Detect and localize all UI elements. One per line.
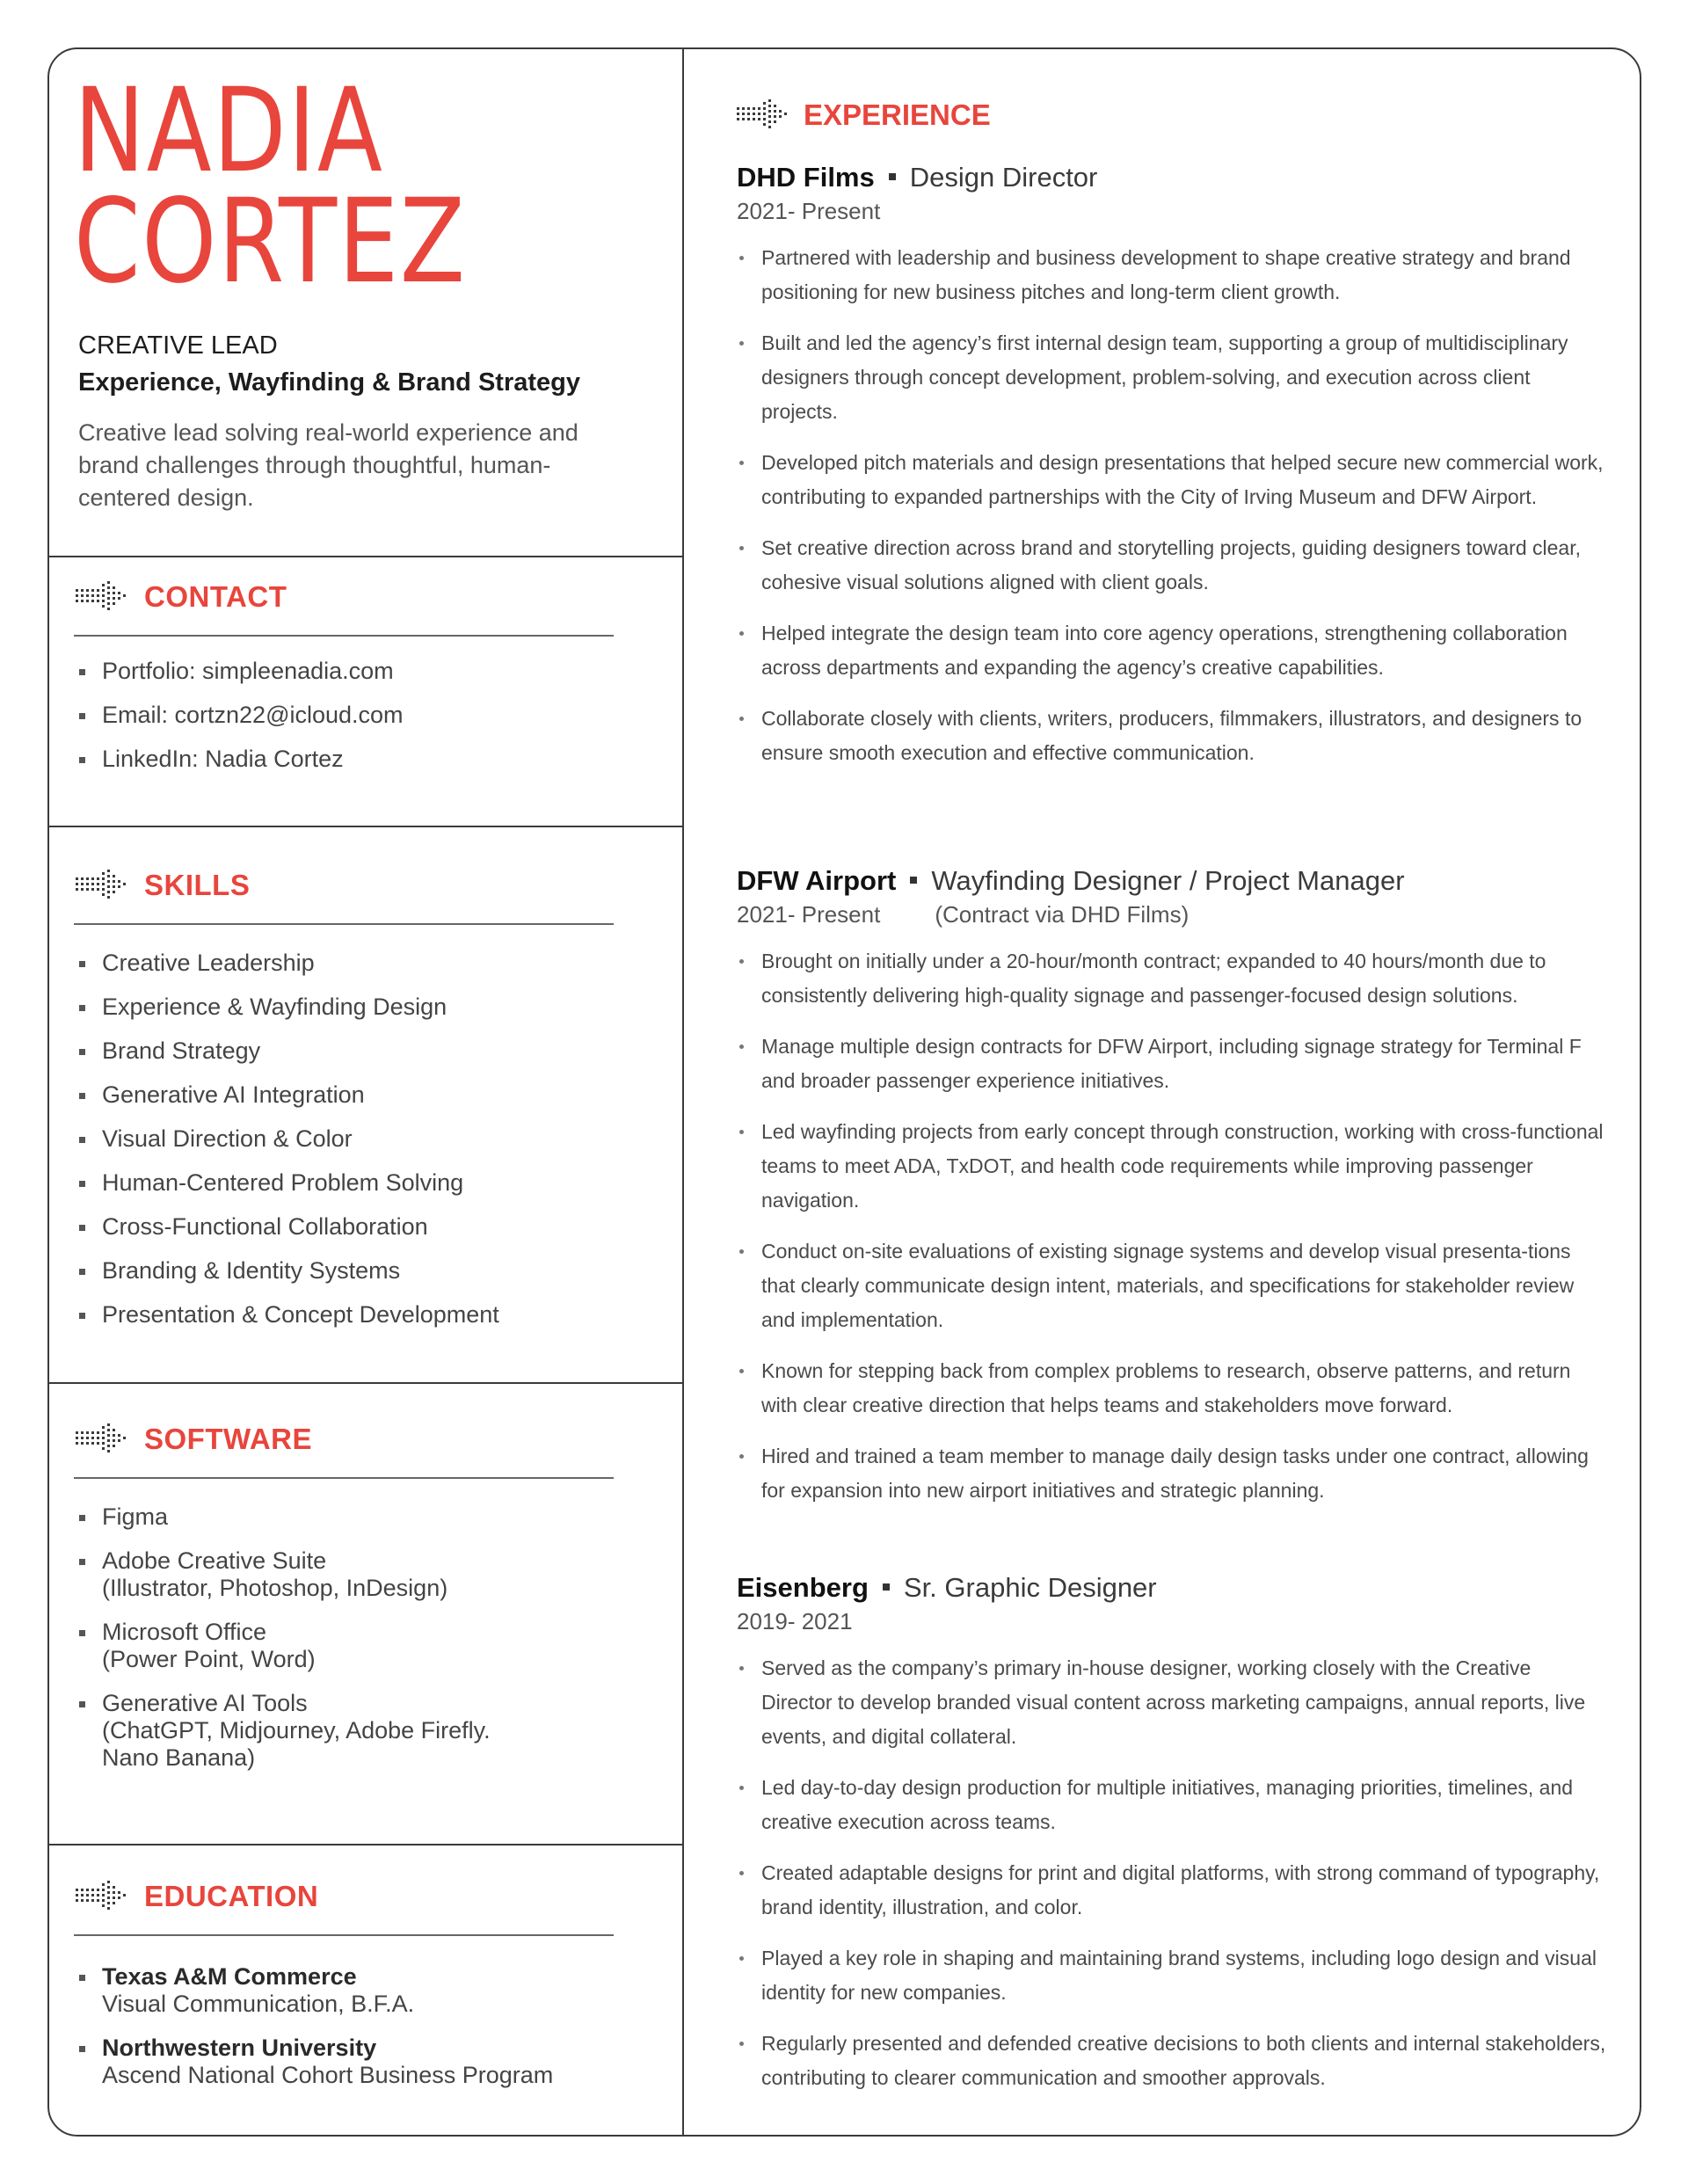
education-heading [76, 1880, 318, 1913]
software-item [77, 1619, 535, 1673]
last-name: CORTEZ [74, 174, 467, 309]
column-divider [682, 49, 684, 2135]
job-title-line [737, 160, 1607, 195]
position-name: Sr. Graphic Designer [903, 1572, 1157, 1603]
skill-item: Human-Centered Problem Solving [77, 1169, 640, 1197]
dot-arrow-icon [76, 1881, 128, 1912]
software-detail: (ChatGPT, Midjourney, Adobe Firefly. Nano Banana) [102, 1717, 491, 1771]
skill-item: Cross-Functional Collaboration [77, 1213, 640, 1241]
summary: Creative lead solving real-world experience and brand challenges through thoughtful, human-centered design. [78, 419, 578, 511]
education-list [77, 1963, 640, 2089]
software-list [77, 1503, 535, 1772]
job-bullets [737, 241, 1607, 770]
software-name: Microsoft Office [102, 1619, 267, 1645]
skill-item: Creative Leadership [77, 950, 640, 977]
skill-item: Presentation & Concept Development [77, 1301, 640, 1329]
job-dates: 2019- 2021 [737, 1608, 853, 1634]
divider-contact [49, 826, 684, 827]
job-bullet: Regularly presented and defended creative decisions to both clients and internal stakeholders, contributing to clearer communication and smoother approvals. [737, 2027, 1607, 2095]
contact-email[interactable]: Email: cortzn22@icloud.com [77, 702, 640, 729]
software-name: Generative AI Tools [102, 1690, 308, 1716]
role-title: CREATIVE LEAD [78, 331, 278, 360]
education-item [77, 2035, 640, 2089]
software-item [77, 1690, 535, 1772]
software-title: SOFTWARE [144, 1423, 312, 1455]
candidate-name [74, 63, 467, 309]
job-title-line [737, 863, 1607, 899]
job-bullet: Conduct on-site evaluations of existing signage systems and develop visual presenta-tions that clearly communicate design intent, materials, and specifications for stakeholder review and implementation. [737, 1234, 1607, 1337]
contact-rule [74, 635, 614, 637]
company-name: DHD Films [737, 162, 875, 193]
dot-arrow-icon [737, 99, 789, 131]
skill-item: Brand Strategy [77, 1037, 640, 1065]
divider-header [49, 556, 684, 557]
skill-item: Generative AI Integration [77, 1081, 640, 1109]
job-bullet: Manage multiple design contracts for DFW Airport, including signage strategy for Terminal F and broader passenger experience initiatives. [737, 1030, 1607, 1098]
education-rule [74, 1934, 614, 1936]
dot-arrow-icon [76, 870, 128, 901]
program-name: Visual Communication, B.F.A. [102, 1991, 415, 2017]
experience-title: EXPERIENCE [804, 98, 991, 131]
job-bullet: Developed pitch materials and design presentations that helped secure new commercial work, contributing to expanded partnerships with the City of Irving Museum and DFW Airport. [737, 446, 1607, 514]
first-name: NADIA [74, 63, 384, 199]
software-detail: (Power Point, Word) [102, 1646, 316, 1672]
separator-square [889, 173, 896, 180]
job-bullet: Led wayfinding projects from early concept through construction, working with cross-functional teams to meet ADA, TxDOT, and health code requirements while improving passenger navigation. [737, 1115, 1607, 1218]
education-title: EDUCATION [144, 1880, 319, 1912]
divider-skills [49, 1382, 684, 1384]
software-item [77, 1547, 535, 1602]
position-name: Wayfinding Designer / Project Manager [931, 865, 1405, 896]
job-bullet: Set creative direction across brand and storytelling projects, guiding designers toward clear, cohesive visual solutions aligned with client goals. [737, 531, 1607, 600]
job-note: (Contract via DHD Films) [935, 901, 1190, 928]
software-name: Adobe Creative Suite [102, 1547, 327, 1574]
job-bullet: Collaborate closely with clients, writers, producers, filmmakers, illustrators, and designers to ensure smooth execution and effective communication. [737, 702, 1607, 770]
software-item [77, 1503, 535, 1531]
company-name: DFW Airport [737, 865, 897, 896]
experience-heading [737, 98, 991, 132]
divider-software [49, 1844, 684, 1845]
school-name: Northwestern University [102, 2035, 377, 2061]
contact-list [77, 658, 640, 773]
job-dates: 2021- Present [737, 901, 881, 928]
skill-item: Experience & Wayfinding Design [77, 994, 640, 1021]
job-bullet: Brought on initially under a 20-hour/month contract; expanded to 40 hours/month due to consistently delivering high-quality signage and passenger-focused design solutions. [737, 944, 1607, 1013]
job-bullet: Known for stepping back from complex problems to research, observe patterns, and return with clear creative direction that helps teams and stakeholders move forward. [737, 1354, 1607, 1423]
software-rule [74, 1477, 614, 1479]
contact-heading [76, 580, 287, 614]
job-bullets [737, 1651, 1607, 2095]
program-name: Ascend National Cohort Business Program [102, 2062, 554, 2088]
job-bullet: Played a key role in shaping and maintaining brand systems, including logo design and visual identity for new companies. [737, 1941, 1607, 2010]
skill-item: Branding & Identity Systems [77, 1257, 640, 1285]
school-name: Texas A&M Commerce [102, 1963, 357, 1990]
dot-arrow-icon [76, 581, 128, 613]
separator-square [910, 877, 917, 884]
job-dates: 2021- Present [737, 198, 881, 224]
job-title-line [737, 1570, 1607, 1605]
skill-item: Visual Direction & Color [77, 1125, 640, 1153]
job-bullet: Served as the company’s primary in-house designer, working closely with the Creative Director to develop branded visual content across marketing campaigns, annual reports, live events, and digital collateral. [737, 1651, 1607, 1754]
contact-title: CONTACT [144, 580, 287, 613]
dot-arrow-icon [76, 1423, 128, 1455]
separator-square [883, 1583, 890, 1591]
skills-title: SKILLS [144, 869, 251, 901]
job-bullet: Led day-to-day design production for multiple initiatives, managing priorities, timelines, and creative execution across teams. [737, 1771, 1607, 1839]
role-focus: Experience, Wayfinding & Brand Strategy [78, 368, 580, 397]
job-dhd-films [737, 160, 1607, 787]
education-item [77, 1963, 640, 2018]
job-bullet: Partnered with leadership and business development to shape creative strategy and brand positioning for new business pitches and long-term client growth. [737, 241, 1607, 309]
job-dates-line [737, 899, 1607, 930]
skills-heading [76, 869, 250, 902]
software-detail: (Illustrator, Photoshop, InDesign) [102, 1575, 448, 1601]
position-name: Design Director [909, 162, 1098, 193]
job-bullet: Helped integrate the design team into core agency operations, strengthening collaboration across departments and expanding the agency’s creative capabilities. [737, 616, 1607, 685]
skills-list [77, 950, 640, 1329]
job-eisenberg [737, 1570, 1607, 2112]
contact-linkedin[interactable]: LinkedIn: Nadia Cortez [77, 746, 640, 773]
software-heading [76, 1423, 312, 1456]
company-name: Eisenberg [737, 1572, 869, 1603]
job-bullets [737, 944, 1607, 1508]
role-block [78, 327, 580, 401]
job-dfw-airport [737, 863, 1607, 1525]
skills-rule [74, 923, 614, 925]
job-bullet: Hired and trained a team member to manage daily design tasks under one contract, allowing for expansion into new airport initiatives and strategic planning. [737, 1439, 1607, 1508]
job-bullet: Created adaptable designs for print and digital platforms, with strong command of typography, brand identity, illustration, and color. [737, 1856, 1607, 1925]
job-bullet: Built and led the agency’s first internal design team, supporting a group of multidisciplinary designers through concept development, problem-solving, and execution across client projects. [737, 326, 1607, 429]
contact-portfolio[interactable]: Portfolio: simpleenadia.com [77, 658, 640, 685]
software-name: Figma [102, 1503, 169, 1530]
